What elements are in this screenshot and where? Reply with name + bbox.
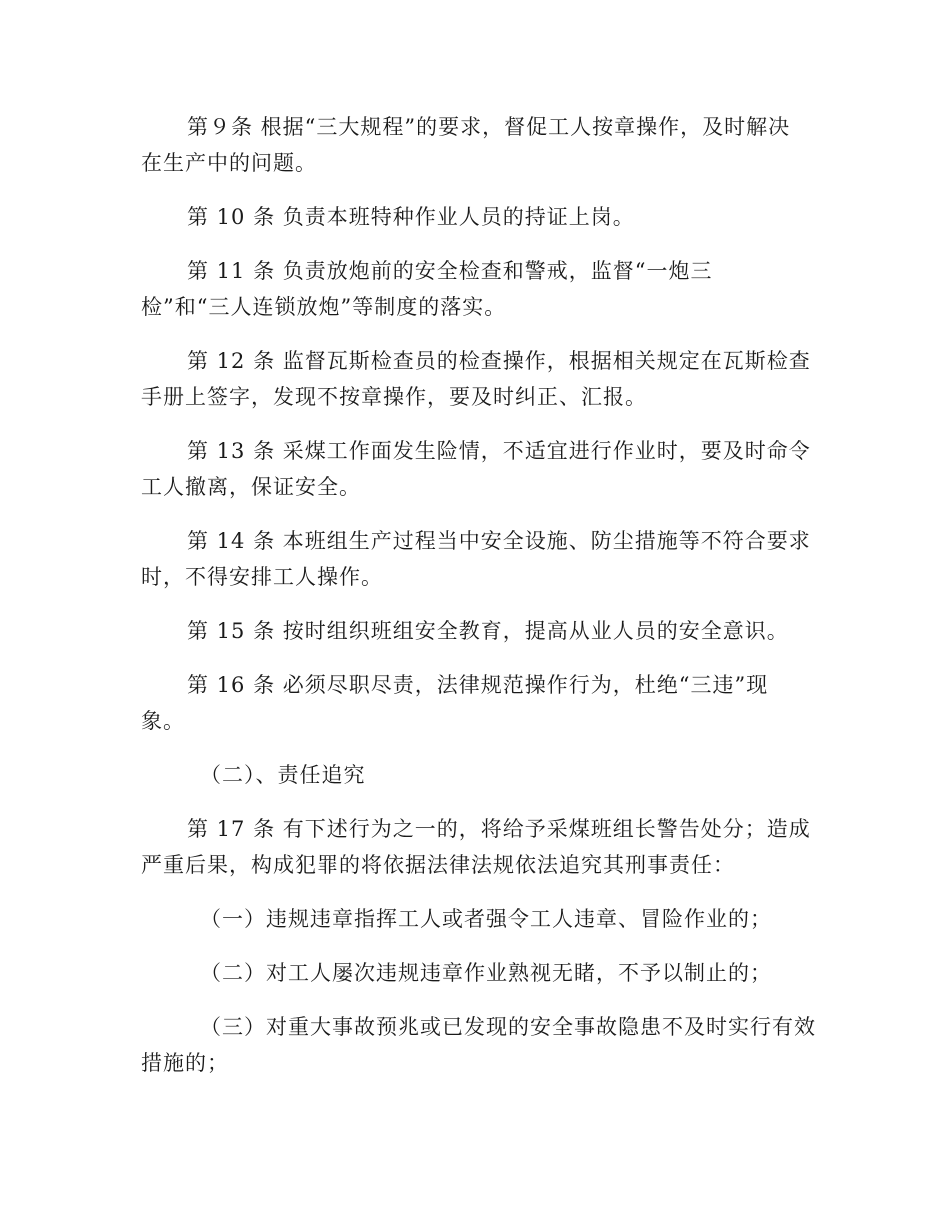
article-17-line-1: 第 17 条 有下述行为之一的，将给予采煤班组长警告处分；造成: [187, 817, 811, 841]
article-14-line-2: 时，不得安排工人操作。: [141, 565, 383, 589]
section-heading-responsibility: （二）、责任追究: [200, 763, 366, 787]
article-10-line-1: 第 10 条 负责本班特种作业人员的持证上岗。: [187, 205, 635, 229]
article-11-line-2: 检”和“三人连锁放炮”等制度的落实。: [141, 295, 507, 319]
article-11-line-1: 第 11 条 负责放炮前的安全检查和警戒，监督“一炮三: [187, 259, 713, 283]
article-16-line-1: 第 16 条 必须尽职尽责，法律规范操作行为，杜绝“三违”现: [187, 673, 769, 697]
article-16-line-2: 象。: [141, 709, 185, 733]
clause-2-line-1: （二）对工人屡次违规违章作业熟视无睹，不予以制止的；: [200, 961, 772, 985]
article-9-line-2: 在生产中的问题。: [141, 151, 317, 175]
article-14-line-1: 第 14 条 本班组生产过程当中安全设施、防尘措施等不符合要求: [187, 529, 811, 553]
article-12-line-2: 手册上签字，发现不按章操作，要及时纠正、汇报。: [141, 385, 647, 409]
article-9-line-1: 第９条 根据“三大规程”的要求，督促工人按章操作，及时解决: [187, 115, 791, 139]
article-12-line-1: 第 12 条 监督瓦斯检查员的检查操作，根据相关规定在瓦斯检查: [187, 349, 811, 373]
clause-1-line-1: （一）违规违章指挥工人或者强令工人违章、冒险作业的；: [200, 907, 772, 931]
clause-3-line-2: 措施的；: [141, 1051, 229, 1075]
article-13-line-2: 工人撤离，保证安全。: [141, 475, 361, 499]
article-17-line-2: 严重后果，构成犯罪的将依据法律法规依法追究其刑事责任：: [141, 853, 735, 877]
clause-3-line-1: （三）对重大事故预兆或已发现的安全事故隐患不及时实行有效: [200, 1015, 816, 1039]
article-13-line-1: 第 13 条 采煤工作面发生险情，不适宜进行作业时，要及时命令: [187, 439, 811, 463]
article-15-line-1: 第 15 条 按时组织班组安全教育，提高从业人员的安全意识。: [187, 619, 789, 643]
